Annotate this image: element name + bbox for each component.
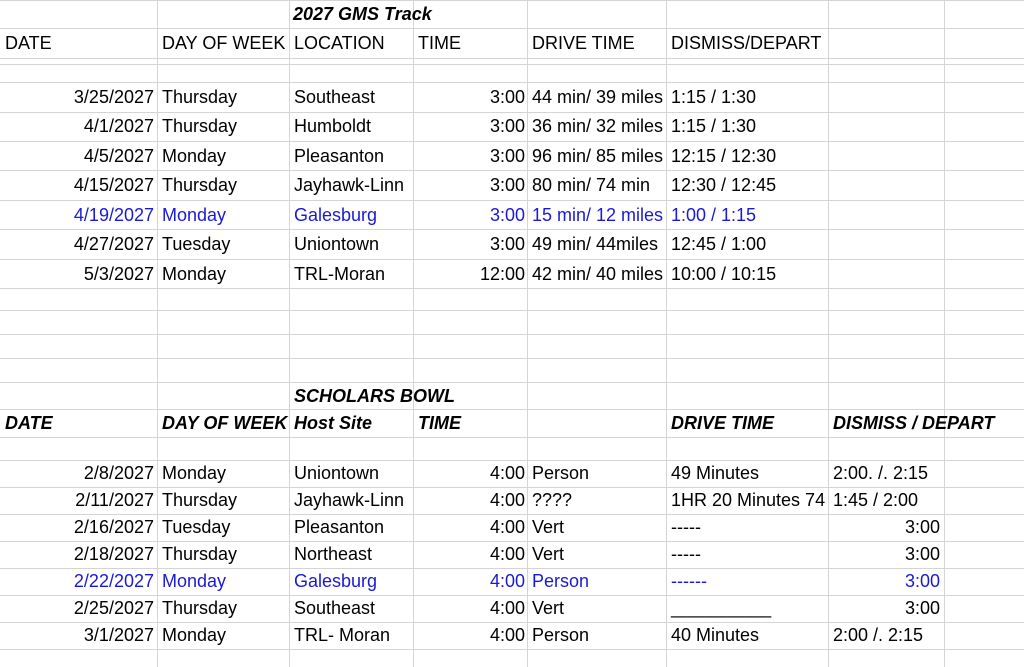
track-location-cell[interactable]: Galesburg — [294, 205, 378, 225]
track-dismiss-cell[interactable]: 1:15 / 1:30 — [671, 116, 757, 136]
bowl-mode-cell[interactable]: Person — [532, 463, 590, 483]
track-day-cell[interactable]: Monday — [162, 146, 227, 166]
track-header-dismiss-depart[interactable]: DISMISS/DEPART — [671, 33, 822, 53]
track-date-cell[interactable]: 4/19/2027 — [73, 205, 154, 225]
bowl-time-cell[interactable]: 4:00 — [489, 517, 525, 537]
track-date-cell[interactable]: 4/15/2027 — [73, 175, 154, 195]
bowl-day-cell[interactable]: Thursday — [162, 598, 238, 618]
track-time-cell[interactable]: 3:00 — [489, 205, 525, 225]
bowl-date-cell[interactable]: 2/25/2027 — [73, 598, 154, 618]
track-location-cell[interactable]: TRL-Moran — [294, 264, 386, 284]
bowl-site-cell[interactable]: TRL- Moran — [294, 625, 391, 645]
track-drive-cell[interactable]: 96 min/ 85 miles — [532, 146, 664, 166]
bowl-dismiss-cell[interactable]: 3:00 — [904, 517, 940, 537]
track-time-cell[interactable]: 12:00 — [479, 264, 525, 284]
bowl-day-cell[interactable]: Monday — [162, 463, 227, 483]
bowl-time-cell[interactable]: 4:00 — [489, 544, 525, 564]
bowl-header-time[interactable]: TIME — [418, 413, 461, 433]
track-drive-cell[interactable]: 44 min/ 39 miles — [532, 87, 664, 107]
bowl-title[interactable]: SCHOLARS BOWL — [294, 386, 455, 406]
bowl-mode-cell[interactable]: Vert — [532, 598, 565, 618]
bowl-dismiss-cell[interactable]: 1:45 / 2:00 — [833, 490, 919, 510]
bowl-dismiss-cell[interactable]: 2:00. /. 2:15 — [833, 463, 929, 483]
bowl-time-cell[interactable]: 4:00 — [489, 571, 525, 591]
track-dismiss-cell[interactable]: 1:00 / 1:15 — [671, 205, 757, 225]
track-time-cell[interactable]: 3:00 — [489, 175, 525, 195]
bowl-site-cell[interactable]: Jayhawk-Linn — [294, 490, 405, 510]
track-day-cell[interactable]: Thursday — [162, 175, 238, 195]
bowl-time-cell[interactable]: 4:00 — [489, 598, 525, 618]
track-date-cell[interactable]: 4/5/2027 — [83, 146, 154, 166]
track-header-day[interactable]: DAY OF WEEK — [162, 33, 286, 53]
bowl-drive-cell[interactable]: __________ — [671, 598, 772, 618]
bowl-site-cell[interactable]: Southeast — [294, 598, 376, 618]
track-header-date[interactable]: DATE — [5, 33, 52, 53]
track-date-cell[interactable]: 4/1/2027 — [83, 116, 154, 136]
bowl-drive-cell[interactable]: ----- — [671, 544, 701, 564]
bowl-date-cell[interactable]: 2/8/2027 — [83, 463, 154, 483]
bowl-time-cell[interactable]: 4:00 — [489, 463, 525, 483]
bowl-drive-cell[interactable]: ------ — [671, 571, 707, 591]
track-date-cell[interactable]: 3/25/2027 — [73, 87, 154, 107]
bowl-header-drive-time[interactable]: DRIVE TIME — [671, 413, 775, 433]
bowl-dismiss-cell[interactable]: 3:00 — [904, 598, 940, 618]
bowl-mode-cell[interactable]: Person — [532, 571, 590, 591]
bowl-dismiss-cell[interactable]: 3:00 — [904, 571, 940, 591]
track-time-cell[interactable]: 3:00 — [489, 146, 525, 166]
bowl-drive-cell[interactable]: 49 Minutes — [671, 463, 760, 483]
bowl-site-cell[interactable]: Pleasanton — [294, 517, 385, 537]
track-day-cell[interactable]: Thursday — [162, 116, 238, 136]
track-dismiss-cell[interactable]: 10:00 / 10:15 — [671, 264, 777, 284]
bowl-day-cell[interactable]: Thursday — [162, 490, 238, 510]
bowl-day-cell[interactable]: Monday — [162, 625, 227, 645]
track-dismiss-cell[interactable]: 12:15 / 12:30 — [671, 146, 777, 166]
bowl-header-date[interactable]: DATE — [5, 413, 53, 433]
bowl-site-cell[interactable]: Galesburg — [294, 571, 378, 591]
track-header-drive-time[interactable]: DRIVE TIME — [532, 33, 635, 53]
track-header-time[interactable]: TIME — [418, 33, 461, 53]
track-day-cell[interactable]: Monday — [162, 205, 227, 225]
bowl-header-dismiss-depart[interactable]: DISMISS / DEPART — [833, 413, 995, 433]
bowl-time-cell[interactable]: 4:00 — [489, 490, 525, 510]
track-location-cell[interactable]: Southeast — [294, 87, 376, 107]
bowl-drive-cell[interactable]: 40 Minutes — [671, 625, 760, 645]
bowl-time-cell[interactable]: 4:00 — [489, 625, 525, 645]
track-day-cell[interactable]: Tuesday — [162, 234, 231, 254]
track-dismiss-cell[interactable]: 12:30 / 12:45 — [671, 175, 777, 195]
track-header-location[interactable]: LOCATION — [294, 33, 385, 53]
bowl-header-host-site[interactable]: Host Site — [294, 413, 373, 433]
bowl-date-cell[interactable]: 3/1/2027 — [83, 625, 154, 645]
bowl-date-cell[interactable]: 2/22/2027 — [73, 571, 154, 591]
track-drive-cell[interactable]: 80 min/ 74 min — [532, 175, 651, 195]
bowl-site-cell[interactable]: Uniontown — [294, 463, 380, 483]
track-title[interactable]: 2027 GMS Track — [293, 4, 432, 24]
bowl-date-cell[interactable]: 2/11/2027 — [75, 490, 154, 510]
bowl-day-cell[interactable]: Monday — [162, 571, 227, 591]
track-location-cell[interactable]: Pleasanton — [294, 146, 385, 166]
track-day-cell[interactable]: Monday — [162, 264, 227, 284]
track-drive-cell[interactable]: 42 min/ 40 miles — [532, 264, 664, 284]
bowl-mode-cell[interactable]: ???? — [532, 490, 573, 510]
bowl-drive-cell[interactable]: 1HR 20 Minutes 74 — [671, 490, 826, 510]
track-date-cell[interactable]: 5/3/2027 — [83, 264, 154, 284]
track-dismiss-cell[interactable]: 1:15 / 1:30 — [671, 87, 757, 107]
track-time-cell[interactable]: 3:00 — [489, 116, 525, 136]
bowl-site-cell[interactable]: Northeast — [294, 544, 373, 564]
bowl-drive-cell[interactable]: ----- — [671, 517, 701, 537]
bowl-date-cell[interactable]: 2/16/2027 — [73, 517, 154, 537]
bowl-date-cell[interactable]: 2/18/2027 — [73, 544, 154, 564]
track-drive-cell[interactable]: 36 min/ 32 miles — [532, 116, 664, 136]
bowl-dismiss-cell[interactable]: 2:00 /. 2:15 — [833, 625, 924, 645]
bowl-header-day[interactable]: DAY OF WEEK — [162, 413, 288, 433]
track-day-cell[interactable]: Thursday — [162, 87, 238, 107]
bowl-dismiss-cell[interactable]: 3:00 — [904, 544, 940, 564]
bowl-mode-cell[interactable]: Person — [532, 625, 590, 645]
track-location-cell[interactable]: Uniontown — [294, 234, 380, 254]
bowl-day-cell[interactable]: Tuesday — [162, 517, 231, 537]
track-location-cell[interactable]: Jayhawk-Linn — [294, 175, 405, 195]
bowl-day-cell[interactable]: Thursday — [162, 544, 238, 564]
bowl-mode-cell[interactable]: Vert — [532, 517, 565, 537]
track-time-cell[interactable]: 3:00 — [489, 87, 525, 107]
track-dismiss-cell[interactable]: 12:45 / 1:00 — [671, 234, 767, 254]
track-date-cell[interactable]: 4/27/2027 — [73, 234, 154, 254]
track-location-cell[interactable]: Humboldt — [294, 116, 372, 136]
track-drive-cell[interactable]: 49 min/ 44miles — [532, 234, 659, 254]
bowl-mode-cell[interactable]: Vert — [532, 544, 565, 564]
track-drive-cell[interactable]: 15 min/ 12 miles — [532, 205, 664, 225]
track-time-cell[interactable]: 3:00 — [489, 234, 525, 254]
